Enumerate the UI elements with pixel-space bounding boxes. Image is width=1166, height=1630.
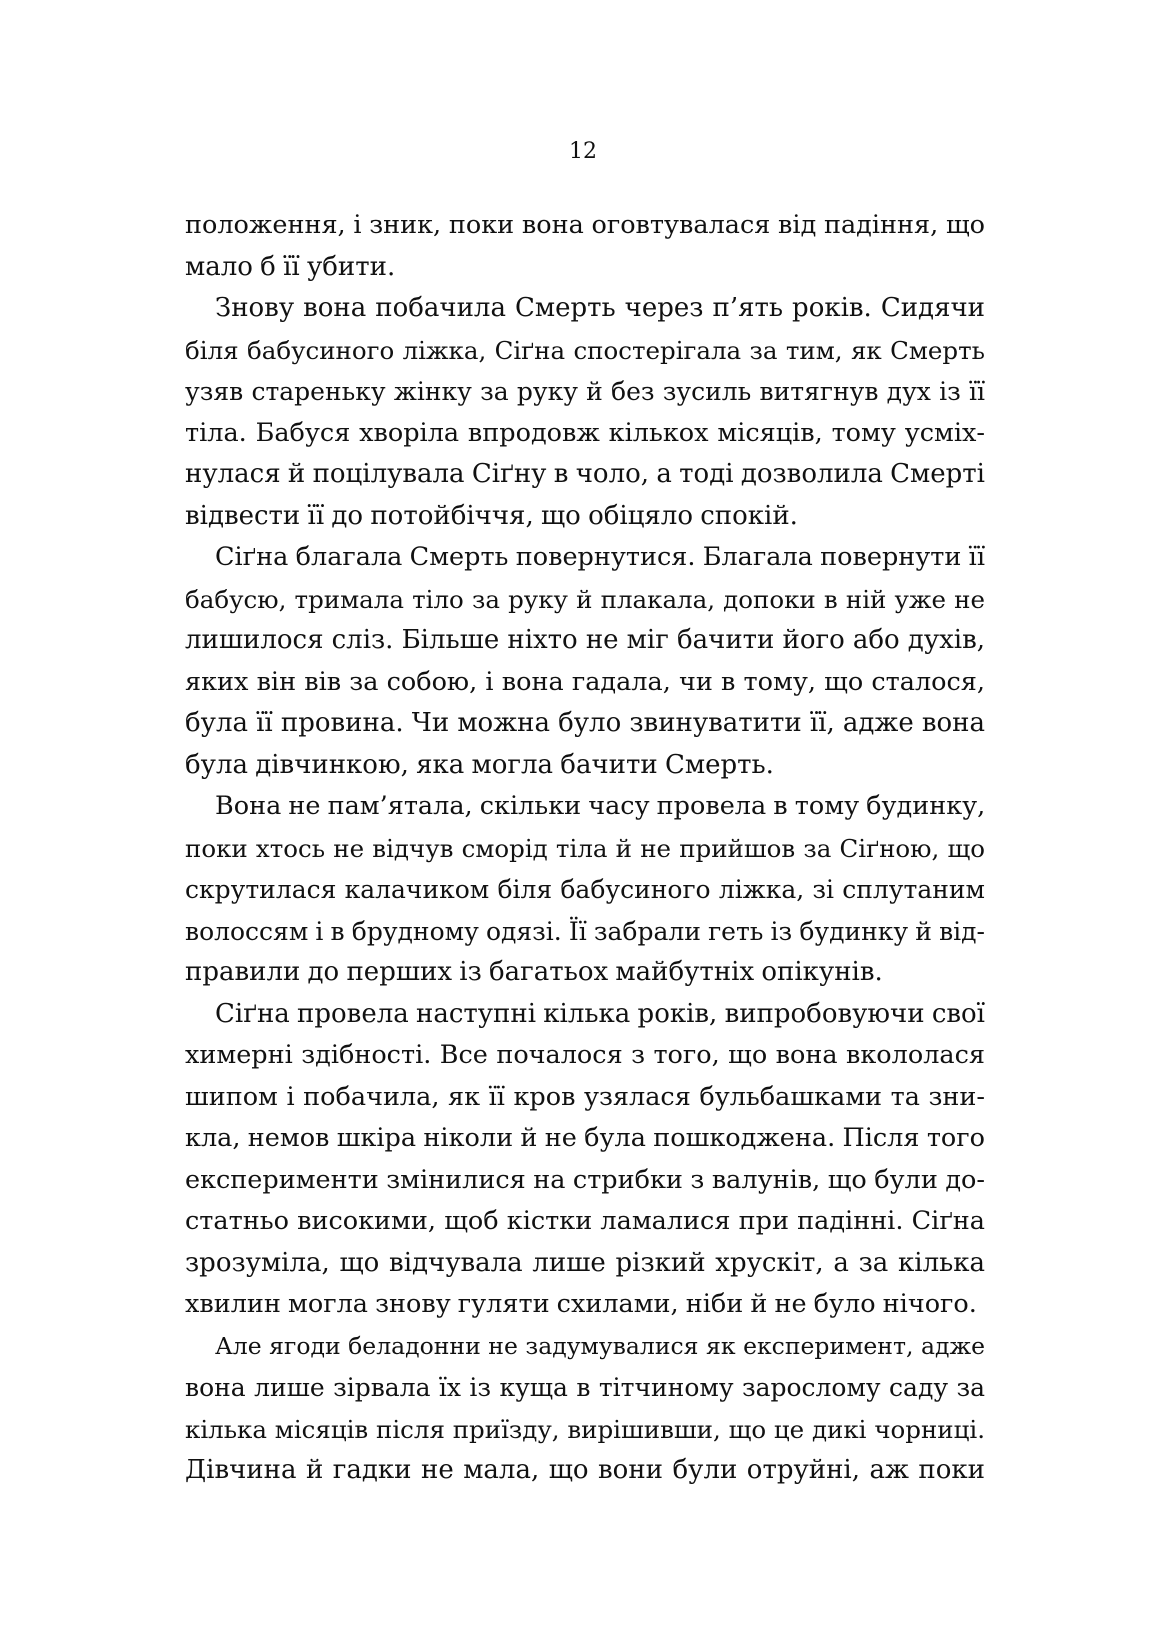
text-line: була дівчинкою, яка могла бачити Смерть. <box>185 749 774 780</box>
text-line: Сіґна благала Смерть повернутися. Благала повернути її <box>215 542 985 572</box>
text-line: мало б її убити. <box>185 251 396 282</box>
text-line: яких він вів за собою, і вона гадала, чи в тому, що сталося, <box>185 666 985 697</box>
text-line: поки хтось не відчув сморід тіла й не прийшов за Сіґною, що <box>185 833 985 863</box>
body-text <box>185 205 985 1492</box>
text-line: експерименти змінилися на стрибки з валунів, що були до- <box>185 1164 985 1195</box>
text-line: бабусю, тримала тіло за руку й плакала, допоки в ній уже не <box>185 584 985 614</box>
text-line: вона лише зірвала їх із куща в тітчиному зарослому саду за <box>185 1373 985 1402</box>
text-line: зрозуміла, що відчувала лише різкий хрускіт, а за кілька <box>185 1247 985 1278</box>
text-line: узяв стареньку жінку за руку й без зусиль витягнув дух із її <box>185 377 985 406</box>
text-line: була її провина. Чи можна було звинуватити її, адже вона <box>185 708 985 738</box>
text-line: тіла. Бабуся хворіла впродовж кількох місяців, тому усміх- <box>185 417 985 448</box>
text-line: статньо високими, щоб кістки ламалися при падінні. Сіґна <box>185 1206 985 1236</box>
text-line: хвилин могла знову гуляти схилами, ніби й не було нічого. <box>185 1289 977 1319</box>
text-line: Але ягоди беладонни не задумувалися як експеримент, адже <box>215 1331 985 1360</box>
text-line: Сіґна провела наступні кілька років, випробовуючи свої <box>215 998 986 1029</box>
page-number: 12 <box>569 139 597 164</box>
text-line: скрутилася калачиком біля бабусиного ліжка, зі сплутаним <box>185 875 985 904</box>
text-line: правили до перших із багатьох майбутніх опікунів. <box>185 957 883 987</box>
text-line: волоссям і в брудному одязі. Її забрали геть із будинку й від- <box>185 916 985 946</box>
text-line: шипом і побачила, як її кров узялася бульбашками та зни- <box>185 1081 985 1112</box>
text-line: біля бабусиного ліжка, Сіґна спостерігала за тим, як Смерть <box>185 335 985 365</box>
text-line: кілька місяців після приїзду, вирішивши, що це дикі чорниці. <box>185 1414 985 1444</box>
text-line: лишилося сліз. Більше ніхто не міг бачити його або духів, <box>185 625 985 655</box>
text-line: відвести її до потойбіччя, що обіцяло спокій. <box>185 500 798 531</box>
text-line: Дівчина й гадки не мала, що вони були отруйні, аж поки <box>185 1455 985 1485</box>
text-line: химерні здібності. Все почалося з того, що вона вкололася <box>185 1040 985 1070</box>
text-line: положення, і зник, поки вона оговтувалася від падіння, що <box>185 210 985 240</box>
text-line: Знову вона побачила Смерть через п’ять років. Сидячи <box>215 293 985 323</box>
text-line: кла, немов шкіра ніколи й не була пошкоджена. Після того <box>185 1123 985 1153</box>
text-line: Вона не пам’ятала, скільки часу провела в тому будинку, <box>215 791 986 821</box>
text-line: нулася й поцілувала Сіґну в чоло, а тоді дозволила Смерті <box>185 459 985 489</box>
